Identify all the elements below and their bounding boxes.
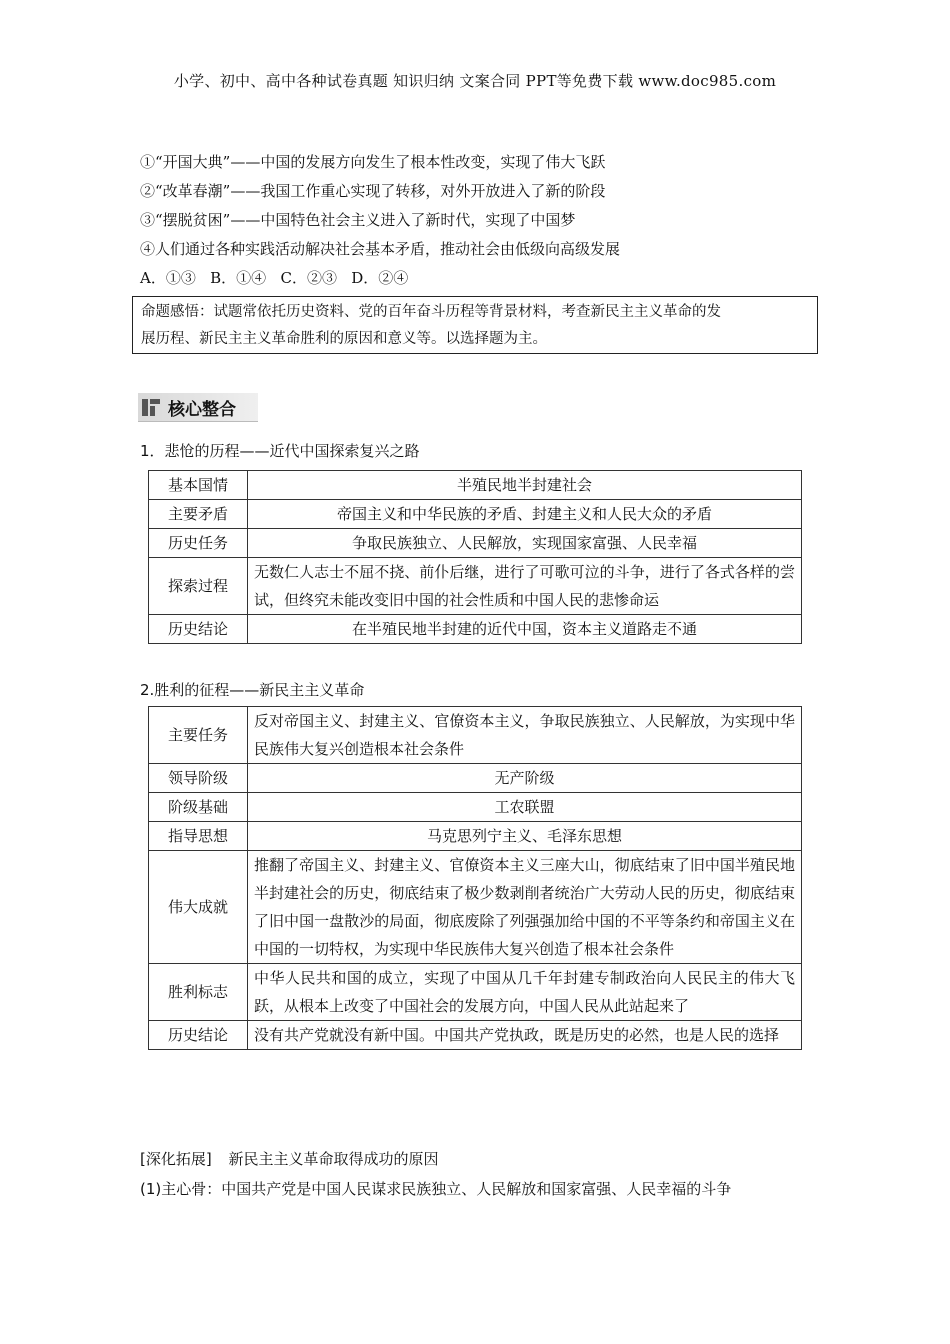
table-history-exploration [148, 470, 802, 644]
row-key: 指导思想 [149, 822, 248, 851]
table1-title: 1．悲怆的历程——近代中国探索复兴之路 [140, 442, 420, 460]
row-value: 在半殖民地半封建的近代中国，资本主义道路走不通 [248, 615, 802, 644]
row-key: 历史任务 [149, 529, 248, 558]
table-row [149, 964, 802, 1021]
row-key: 主要矛盾 [149, 500, 248, 529]
option-1: ①“开国大典”——中国的发展方向发生了根本性改变，实现了伟大飞跃 [140, 153, 606, 171]
table-row [149, 793, 802, 822]
row-key: 主要任务 [149, 707, 248, 764]
answer-choices: A．①③ B．①④ C．②③ D．②④ [140, 269, 409, 287]
row-value: 工农联盟 [248, 793, 802, 822]
row-key: 历史结论 [149, 1021, 248, 1050]
row-key: 探索过程 [149, 558, 248, 615]
row-value: 无产阶级 [248, 764, 802, 793]
section-heading [138, 393, 258, 422]
option-3: ③“摆脱贫困”——中国特色社会主义进入了新时代，实现了中国梦 [140, 211, 576, 229]
extension-label: [深化拓展] [140, 1150, 212, 1168]
table-row [149, 529, 802, 558]
insight-line-2: 展历程、新民主主义革命胜利的原因和意义等。以选择题为主。 [141, 331, 547, 347]
row-value: 马克思列宁主义、毛泽东思想 [248, 822, 802, 851]
table-row [149, 615, 802, 644]
row-key: 胜利标志 [149, 964, 248, 1021]
table-row [149, 764, 802, 793]
row-key: 阶级基础 [149, 793, 248, 822]
row-key: 领导阶级 [149, 764, 248, 793]
row-value: 推翻了帝国主义、封建主义、官僚资本主义三座大山，彻底结束了旧中国半殖民地半封建社会的历史，彻底结束了极少数剥削者统治广大劳动人民的历史，彻底结束了旧中国一盘散沙的局面，彻底废除了列强强加给中国的不平等条约和帝国主义在中国的一切特权，为实现中华民族伟大复兴创造了根本社会条件 [248, 851, 802, 964]
table-row [149, 1021, 802, 1050]
row-value: 争取民族独立、人民解放，实现国家富强、人民幸福 [248, 529, 802, 558]
section-title: 核心整合 [168, 399, 236, 420]
option-4: ④人们通过各种实践活动解决社会基本矛盾，推动社会由低级向高级发展 [140, 240, 621, 258]
table-row [149, 707, 802, 764]
extension-title: 新民主主义革命取得成功的原因 [228, 1150, 439, 1168]
row-value: 无数仁人志士不屈不挠、前仆后继，进行了可歌可泣的斗争，进行了各式各样的尝试，但终究未能改变旧中国的社会性质和中国人民的悲惨命运 [248, 558, 802, 615]
table-row [149, 822, 802, 851]
row-value: 中华人民共和国的成立，实现了中国从几千年封建专制政治向人民民主的伟大飞跃，从根本上改变了中国社会的发展方向，中国人民从此站起来了 [248, 964, 802, 1021]
row-value: 半殖民地半封建社会 [248, 471, 802, 500]
row-value: 帝国主义和中华民族的矛盾、封建主义和人民大众的矛盾 [248, 500, 802, 529]
option-2: ②“改革春潮”——我国工作重心实现了转移，对外开放进入了新的阶段 [140, 182, 606, 200]
row-key: 基本国情 [149, 471, 248, 500]
table-row [149, 500, 802, 529]
section-icon [140, 396, 162, 418]
table-row [149, 471, 802, 500]
table-row [149, 558, 802, 615]
page-header: 小学、初中、高中各种试卷真题 知识归纳 文案合同 PPT等免费下载 www.doc985.com [173, 72, 777, 90]
row-value: 没有共产党就没有新中国。中国共产党执政，既是历史的必然，也是人民的选择 [248, 1021, 802, 1050]
row-key: 历史结论 [149, 615, 248, 644]
table-new-democratic-revolution [148, 706, 802, 1050]
extension-item-1: (1)主心骨：中国共产党是中国人民谋求民族独立、人民解放和国家富强、人民幸福的斗争 [140, 1180, 732, 1198]
table-row [149, 851, 802, 964]
insight-box [132, 296, 818, 354]
table2-title: 2.胜利的征程——新民主主义革命 [140, 681, 365, 699]
row-value: 反对帝国主义、封建主义、官僚资本主义，争取民族独立、人民解放，为实现中华民族伟大复兴创造根本社会条件 [248, 707, 802, 764]
extension-heading [140, 1148, 439, 1169]
row-key: 伟大成就 [149, 851, 248, 964]
insight-line-1: 命题感悟：试题常依托历史资料、党的百年奋斗历程等背景材料，考查新民主主义革命的发 [141, 304, 721, 320]
